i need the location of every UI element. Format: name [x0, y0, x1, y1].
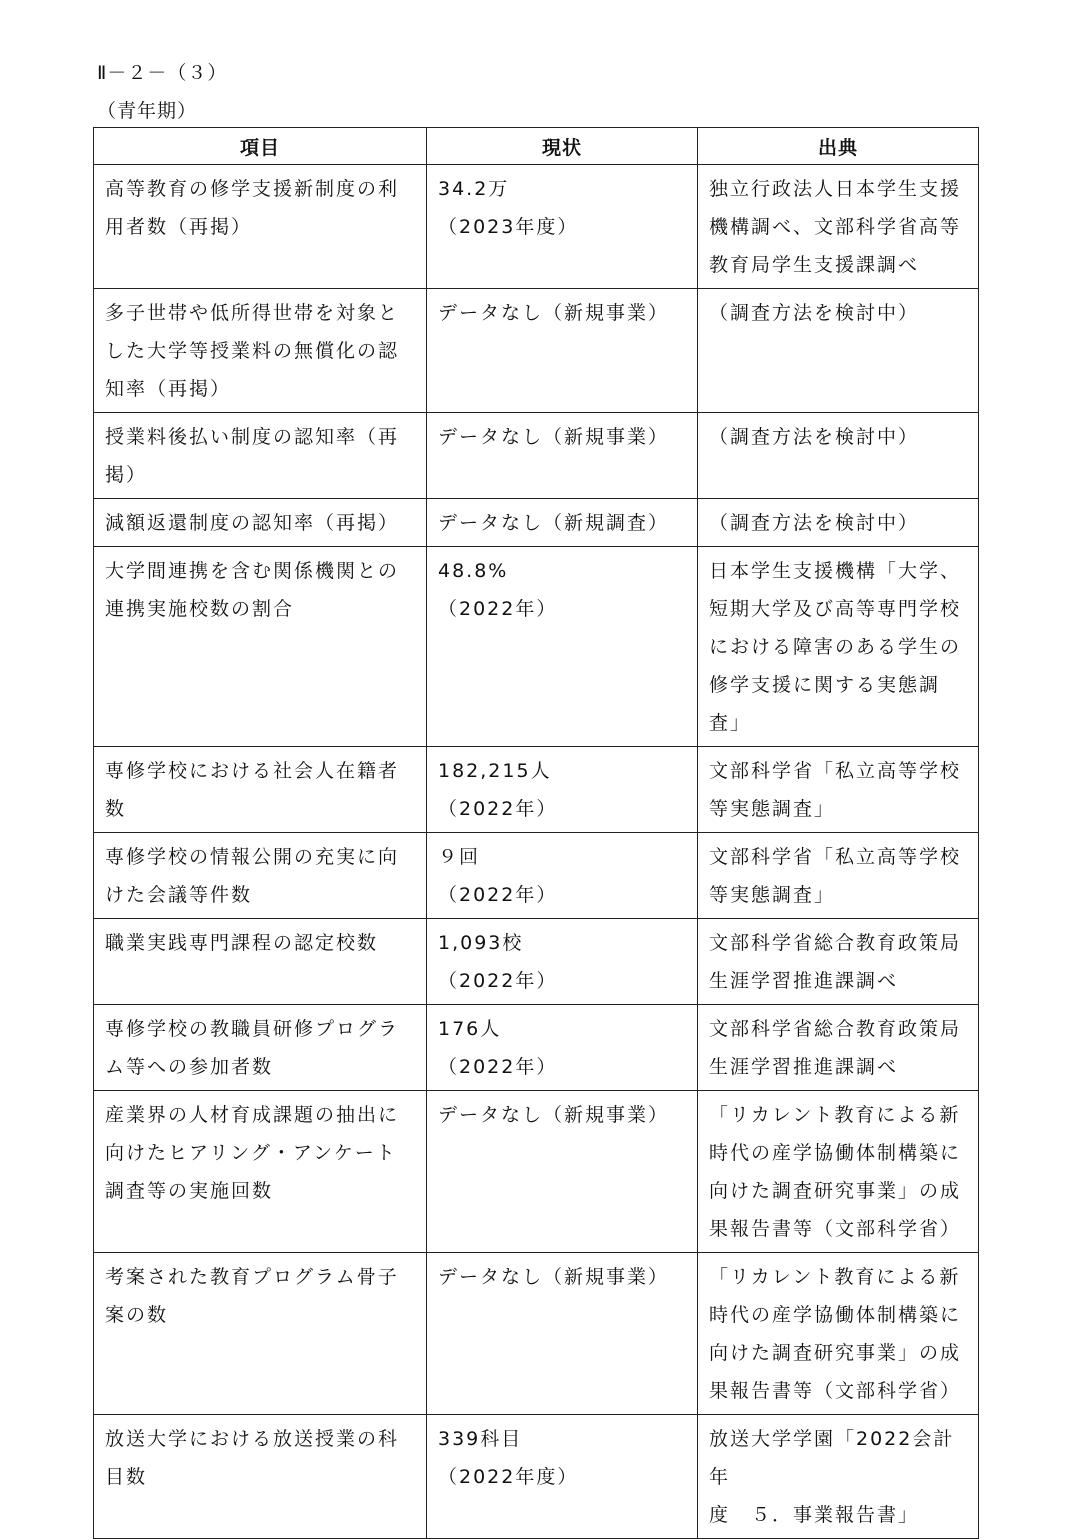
status-cell-text: ９回 （2022年） — [438, 846, 558, 906]
status-cell-text: データなし（新規事業） — [438, 426, 670, 448]
status-cell — [427, 165, 698, 289]
source-cell-text: （調査方法を検討中） — [709, 302, 920, 324]
source-cell-text: 文部科学省「私立高等学校 等実態調査」 — [709, 846, 962, 906]
table-row — [94, 165, 979, 289]
item-cell — [94, 1253, 427, 1415]
status-cell — [427, 747, 698, 833]
source-cell — [698, 499, 979, 547]
item-cell-text: 授業料後払い制度の認知率（再 掲） — [105, 426, 400, 486]
source-cell — [698, 747, 979, 833]
source-cell — [698, 833, 979, 919]
table-row — [94, 499, 979, 547]
item-cell-text: 減額返還制度の認知率（再掲） — [105, 512, 400, 534]
indicator-table — [93, 127, 979, 1539]
status-cell — [427, 1091, 698, 1253]
section-subtitle: （青年期） — [97, 100, 198, 122]
table-row — [94, 1253, 979, 1415]
table-body — [94, 165, 979, 1539]
item-cell-text: 考案された教育プログラム骨子 案の数 — [105, 1266, 399, 1326]
table-header-row — [94, 128, 979, 165]
status-cell — [427, 1415, 698, 1539]
source-cell — [698, 1005, 979, 1091]
status-cell-text: データなし（新規事業） — [438, 302, 670, 324]
status-cell — [427, 833, 698, 919]
status-cell-text: 34.2万 （2023年度） — [438, 178, 579, 238]
status-cell — [427, 413, 698, 499]
item-cell-text: 高等教育の修学支援新制度の利 用者数（再掲） — [105, 178, 400, 238]
header-source: 出典 — [698, 128, 979, 165]
item-cell-text: 産業界の人材育成課題の抽出に 向けたヒアリング・アンケート 調査等の実施回数 — [105, 1104, 400, 1202]
status-cell-text: 48.8% （2022年） — [438, 560, 558, 620]
source-cell-text: （調査方法を検討中） — [709, 426, 920, 448]
item-cell-text: 放送大学における放送授業の科 目数 — [105, 1428, 400, 1488]
table-row — [94, 1415, 979, 1539]
item-cell — [94, 547, 427, 747]
item-cell — [94, 289, 427, 413]
table-row — [94, 413, 979, 499]
source-cell-text: 放送大学学園「2022会計年 度 ５．事業報告書」 — [709, 1428, 955, 1526]
source-cell — [698, 547, 979, 747]
header-item: 項目 — [94, 128, 427, 165]
item-cell-text: 専修学校の情報公開の充実に向 けた会議等件数 — [105, 846, 400, 906]
item-cell-text: 職業実践専門課程の認定校数 — [105, 932, 379, 954]
table-row — [94, 547, 979, 747]
item-cell — [94, 165, 427, 289]
item-cell-text: 専修学校における社会人在籍者 数 — [105, 760, 400, 820]
source-cell-text: 文部科学省「私立高等学校 等実態調査」 — [709, 760, 962, 820]
table-row — [94, 1005, 979, 1091]
source-cell — [698, 1091, 979, 1253]
source-cell — [698, 919, 979, 1005]
item-cell — [94, 833, 427, 919]
status-cell — [427, 499, 698, 547]
status-cell-text: データなし（新規事業） — [438, 1104, 670, 1126]
table-row — [94, 747, 979, 833]
status-cell-text: 339科目 （2022年度） — [438, 1428, 579, 1488]
item-cell — [94, 919, 427, 1005]
table-row — [94, 289, 979, 413]
item-cell — [94, 413, 427, 499]
status-cell-text: 176人 （2022年） — [438, 1018, 558, 1078]
item-cell — [94, 747, 427, 833]
source-cell — [698, 1415, 979, 1539]
source-cell — [698, 1253, 979, 1415]
status-cell-text: データなし（新規調査） — [438, 512, 670, 534]
item-cell-text: 専修学校の教職員研修プログラ ム等への参加者数 — [105, 1018, 400, 1078]
status-cell-text: 1,093校 （2022年） — [438, 932, 558, 992]
table-row — [94, 919, 979, 1005]
item-cell — [94, 1005, 427, 1091]
status-cell — [427, 1253, 698, 1415]
status-cell — [427, 547, 698, 747]
source-cell-text: 「リカレント教育による新 時代の産学協働体制構築に 向けた調査研究事業」の成 果報告書等（文部科学省） — [709, 1104, 962, 1240]
table-row — [94, 1091, 979, 1253]
status-cell-text: データなし（新規事業） — [438, 1266, 670, 1288]
item-cell — [94, 499, 427, 547]
item-cell-text: 多子世帯や低所得世帯を対象と した大学等授業料の無償化の認 知率（再掲） — [105, 302, 400, 400]
status-cell — [427, 289, 698, 413]
source-cell-text: 「リカレント教育による新 時代の産学協働体制構築に 向けた調査研究事業」の成 果報告書等（文部科学省） — [709, 1266, 962, 1402]
item-cell — [94, 1415, 427, 1539]
source-cell-text: （調査方法を検討中） — [709, 512, 920, 534]
source-cell-text: 文部科学省総合教育政策局 生涯学習推進課調べ — [709, 1018, 962, 1078]
source-cell — [698, 289, 979, 413]
table-row — [94, 833, 979, 919]
source-cell-text: 文部科学省総合教育政策局 生涯学習推進課調べ — [709, 932, 962, 992]
section-number: Ⅱ－２－（３） — [97, 62, 228, 84]
status-cell — [427, 919, 698, 1005]
status-cell — [427, 1005, 698, 1091]
source-cell-text: 独立行政法人日本学生支援 機構調べ、文部科学省高等 教育局学生支援課調べ — [709, 178, 962, 276]
source-cell-text: 日本学生支援機構「大学、 短期大学及び高等専門学校 における障害のある学生の 修学支援に関する実態調 査」 — [709, 560, 962, 734]
item-cell — [94, 1091, 427, 1253]
header-status: 現状 — [427, 128, 698, 165]
status-cell-text: 182,215人 （2022年） — [438, 760, 558, 820]
source-cell — [698, 165, 979, 289]
source-cell — [698, 413, 979, 499]
item-cell-text: 大学間連携を含む関係機関との 連携実施校数の割合 — [105, 560, 400, 620]
